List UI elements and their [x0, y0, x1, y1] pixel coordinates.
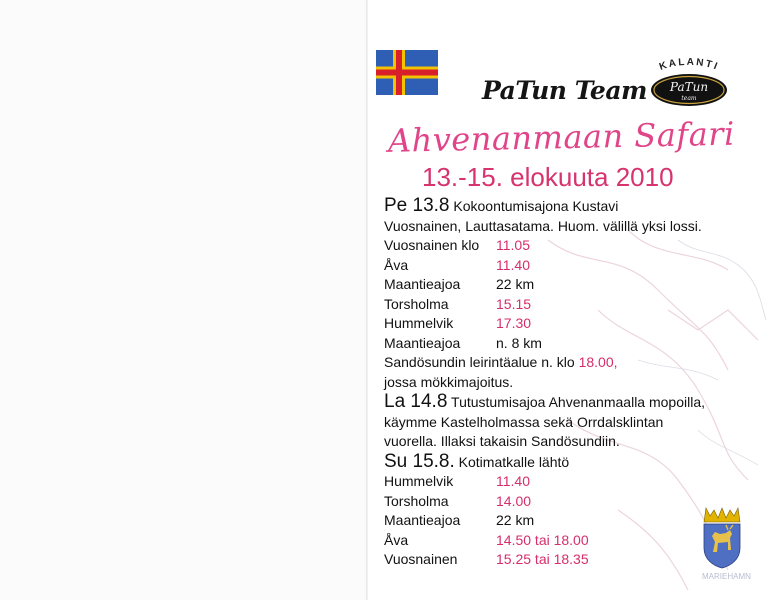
stop-time: 14.00: [496, 492, 532, 509]
stop-time: 17.30: [496, 315, 532, 331]
stop-row: [384, 314, 762, 334]
stop-time: 15.25 tai 18.35: [496, 551, 589, 567]
blank-left-page: [0, 0, 366, 600]
stop-time: 14.50 tai 18.00: [496, 531, 589, 548]
day2-label: La 14.8: [384, 391, 448, 412]
stop-row: [384, 236, 762, 256]
day1-camp: [384, 353, 762, 373]
map-corner-label: MARIEHAMN: [702, 572, 751, 581]
stop-place: Torsholma: [384, 295, 449, 312]
day1-heading: [384, 196, 762, 217]
flyer-page: [368, 10, 768, 598]
day2-line3: vuorella. Illaksi takaisin Sandösundiin.: [384, 433, 620, 449]
stop-place: Hummelvik: [384, 315, 454, 331]
day1-camp-line2: jossa mökkimajoitus.: [384, 373, 514, 390]
stop-place: Maantieajoa: [384, 512, 461, 528]
camp-time: 18.00,: [578, 354, 618, 370]
stop-row: [384, 295, 762, 315]
event-dates: 13.-15. elokuuta 2010: [422, 162, 674, 192]
svg-text:KALANTI: [658, 57, 721, 73]
stop-place: Åva: [384, 256, 409, 273]
stop-time: 15.15: [496, 295, 532, 312]
stop-row: [384, 334, 762, 354]
day1-line2: Vuosnainen, Lauttasatama. Huom. välillä yksi lossi.: [384, 217, 702, 234]
stop-time: 11.05: [496, 237, 530, 253]
day2-heading: [384, 392, 762, 413]
logo-top-text: KALANTI: [657, 56, 721, 73]
stop-place: Maantieajoa: [384, 334, 461, 351]
stop-place: Maantieajoa: [384, 276, 461, 292]
logo-script-text: PaTun: [669, 80, 709, 94]
stop-time: n. 8 km: [496, 334, 542, 351]
stop-time: 11.40: [496, 256, 530, 273]
stop-time: 22 km: [496, 276, 535, 292]
stop-row: [384, 472, 762, 492]
flyer-title: Ahvenanmaan Safari: [387, 114, 736, 160]
day1-stops: [384, 236, 762, 353]
stop-row: [384, 256, 762, 276]
stop-place: Hummelvik: [384, 473, 454, 489]
stop-place: Torsholma: [384, 492, 449, 509]
stop-time: 22 km: [496, 512, 535, 528]
camp-text: Sandösundin leirintäalue n. klo: [384, 354, 579, 370]
day3-label: Su 15.8.: [384, 450, 455, 472]
day3-heading: [384, 452, 762, 473]
team-name: PaTun Team: [482, 76, 647, 105]
stop-place: Åva: [384, 531, 409, 548]
patun-team-logo: [644, 52, 734, 110]
day1-label: Pe 13.8: [384, 195, 450, 216]
day2-text: Tutustumisajoa Ahvenanmaalla mopoilla,: [451, 394, 706, 410]
stop-time: 11.40: [496, 473, 530, 489]
stop-place: Vuosnainen: [384, 551, 458, 567]
aland-crest-icon: [700, 504, 744, 570]
day1-text: Kokoontumisajona Kustavi: [453, 198, 619, 214]
day2-line2: käymme Kastelholmassa sekä Orrdalsklintan: [384, 413, 664, 430]
stop-row: [384, 275, 762, 295]
stop-place: Vuosnainen klo: [384, 237, 480, 253]
day3-text: Kotimatkalle lähtö: [458, 453, 570, 470]
aland-flag-icon: [376, 50, 438, 95]
logo-sub-text: team: [681, 95, 697, 102]
